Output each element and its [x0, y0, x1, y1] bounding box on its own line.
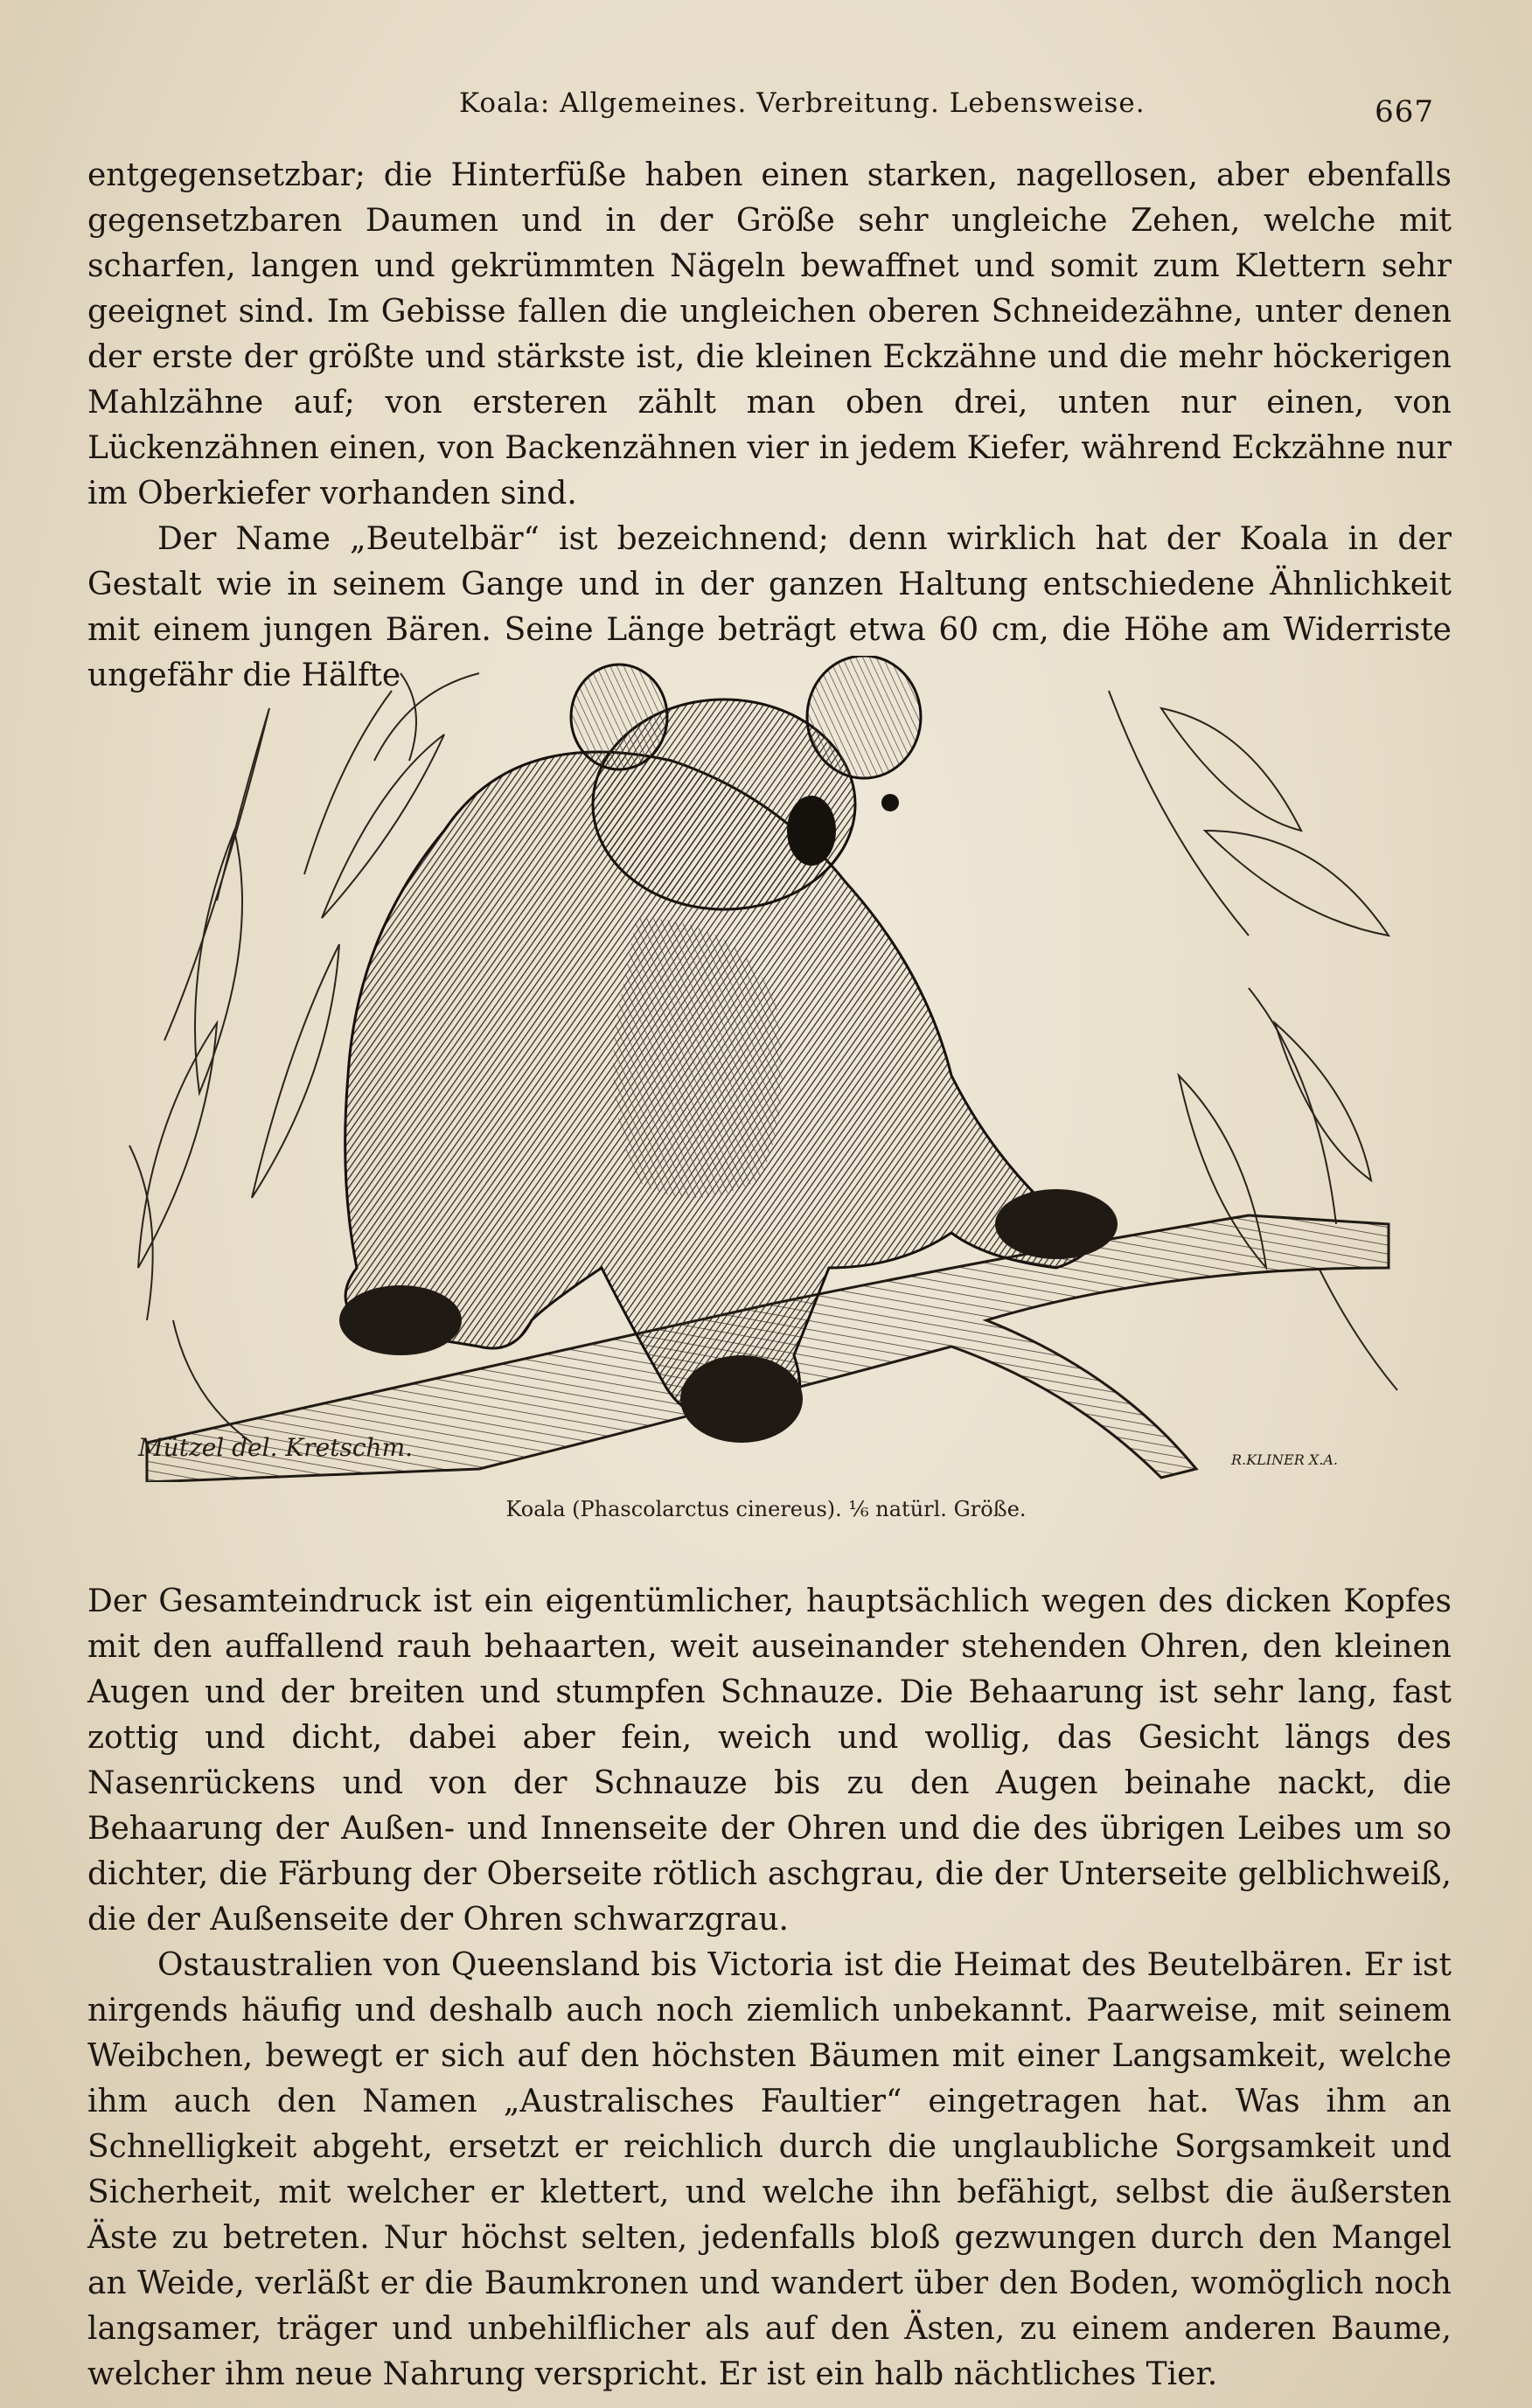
koala-paw [339, 1285, 462, 1355]
signature-left: Mützel del. Kretschm. [138, 1433, 414, 1462]
koala-nose [787, 796, 836, 866]
koala-ear-left [571, 665, 667, 769]
koala-figure [339, 656, 1118, 1443]
paragraph: entgegensetzbar; die Hinterfüße haben einen starken, nagellosen, aber ebenfalls gegensetzbaren Daumen und in der Größe sehr ungleiche Zehen, welche mit scharfen, langen und gekrümmten Nägeln bewaffnet und somit zum Klettern sehr geeignet sind. Im Gebisse fallen die ungleichen oberen Schneidezähne, unter denen der erste der größte und stärkste ist, die kleinen Eckzähne und die mehr höckerigen Mahlzähne auf; von ersteren zählt man oben drei, unten nur einen, von Lückenzähnen einen, von Backenzähnen vier in jedem Kiefer, während Eckzähne nur im Oberkiefer vorhanden sind. [87, 157, 1452, 512]
koala-paw [680, 1355, 803, 1443]
koala-eye [881, 794, 899, 811]
figure-caption: Koala (Phascolarctus cinereus). ⅙ natürl. Größe. [505, 1497, 1027, 1521]
paragraph: Der Name „Beutelbär“ ist bezeichnend; denn wirklich hat der Koala in der Gestalt wie in seinem Gange und in der ganzen Haltung entschiedene Ähnlichkeit mit einem jungen Bären. Seine Länge beträgt etwa 60 cm, die Höhe am Widerriste ungefähr die Hälfte [87, 521, 1452, 693]
koala-paw [995, 1189, 1118, 1259]
page-number: 667 [1375, 94, 1434, 129]
text-block-bottom [87, 1579, 1452, 2398]
page-header [87, 87, 1453, 140]
paragraph: Der Gesamteindruck ist ein eigentümlicher, hauptsächlich wegen des dicken Kopfes mit den auffallend rauh behaarten, weit auseinander stehenden Ohren, den kleinen Augen und der breiten und stumpfen Schnauze. Die Behaarung ist sehr lang, fast zottig und dicht, dabei aber fein, weich und wollig, das Gesicht längs des Nasenrückens und von der Schnauze bis zu den Augen beinahe nackt, die Behaarung der Außen- und Innenseite der Ohren und die des übrigen Leibes um so dichter, die Färbung der Oberseite rötlich aschgrau, die der Unterseite gelblichweiß, die der Außenseite der Ohren schwarzgrau. [87, 1583, 1452, 1938]
text-block-top [87, 153, 1452, 699]
paragraph: Ostaustralien von Queensland bis Victoria ist die Heimat des Beutelbären. Er ist nirgends häufig und deshalb auch noch ziemlich unbekannt. Paarweise, mit seinem Weibchen, bewegt er sich auf den höchsten Bäumen mit einer Langsamkeit, welche ihm auch den Namen „Australisches Faultier“ eingetragen hat. Was ihm an Schnelligkeit abgeht, ersetzt er reichlich durch die unglaubliche Sorgsamkeit und Sicherheit, mit welcher er klettert, und welche ihn befähigt, selbst die äußersten Äste zu betreten. Nur höchst selten, jedenfalls bloß gezwungen durch den Mangel an Weide, verläßt er die Baumkronen und wandert über den Boden, womöglich noch langsamer, träger und unbehilflicher als auf den Ästen, zu einem anderen Baume, welcher ihm neue Nahrung verspricht. Er ist ein halb nächtliches Tier. [87, 1947, 1452, 2392]
koala-illustration [112, 656, 1415, 1482]
running-head: Koala: Allgemeines. Verbreitung. Lebensweise. [459, 87, 1146, 119]
koala-ear-right [807, 656, 921, 778]
signature-right: R.KLINER X.A. [1231, 1451, 1338, 1468]
